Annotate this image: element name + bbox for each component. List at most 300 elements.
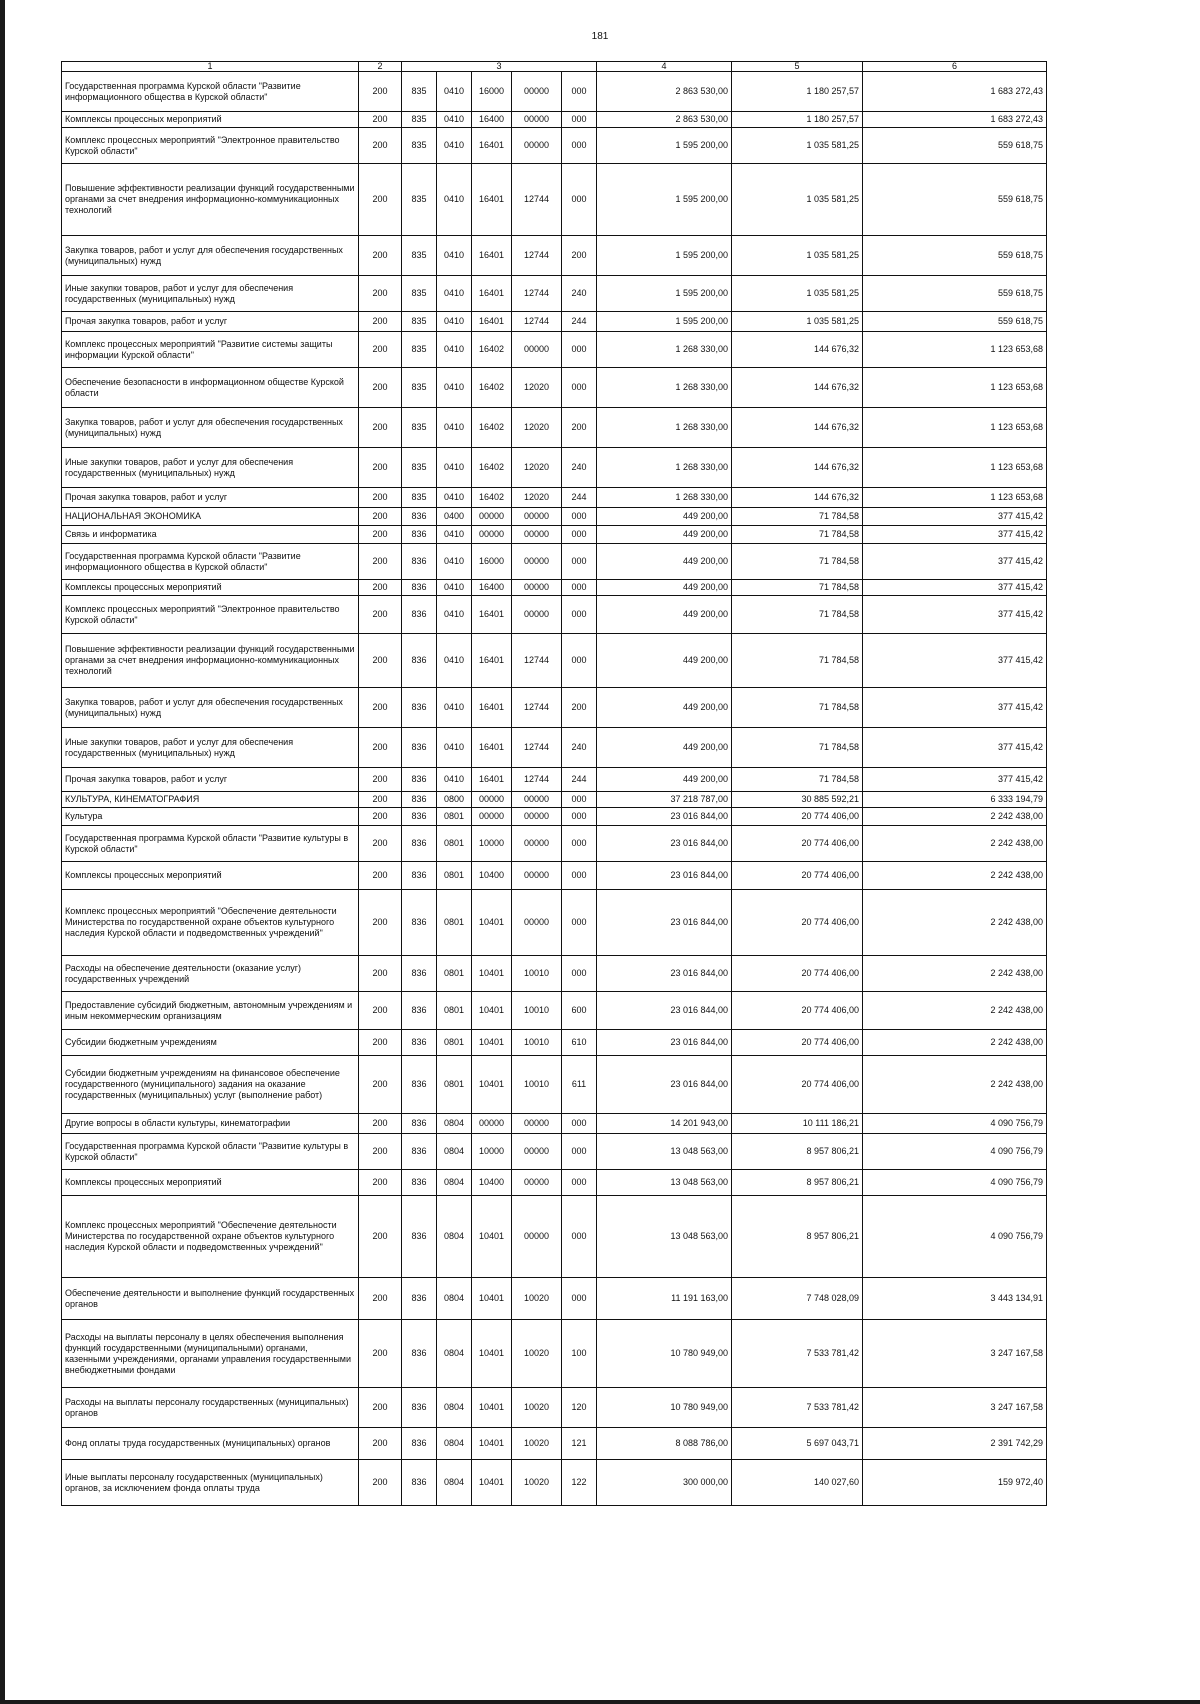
code-2-cell: 200 <box>359 956 402 992</box>
amount-col-6-cell: 2 242 438,00 <box>863 808 1047 826</box>
expense-type-cell: 000 <box>562 862 597 890</box>
amount-col-6-cell: 159 972,40 <box>863 1460 1047 1506</box>
amount-col-4-cell: 449 200,00 <box>597 526 732 544</box>
gov-code-cell: 836 <box>402 508 437 526</box>
amount-col-4-cell: 1 268 330,00 <box>597 448 732 488</box>
section-code-cell: 0410 <box>437 768 472 792</box>
page-number: 181 <box>591 31 609 42</box>
amount-col-4-cell: 13 048 563,00 <box>597 1134 732 1170</box>
amount-col-6-cell: 4 090 756,79 <box>863 1114 1047 1134</box>
gov-code-cell: 836 <box>402 862 437 890</box>
direction-code-cell: 00000 <box>512 1170 562 1196</box>
code-2-cell: 200 <box>359 544 402 580</box>
section-code-cell: 0804 <box>437 1134 472 1170</box>
direction-code-cell: 00000 <box>512 826 562 862</box>
amount-col-5-cell: 5 697 043,71 <box>732 1428 863 1460</box>
amount-col-5-cell: 20 774 406,00 <box>732 862 863 890</box>
description-cell: Прочая закупка товаров, работ и услуг <box>62 768 359 792</box>
table-row <box>62 488 1047 508</box>
expense-type-cell: 000 <box>562 596 597 634</box>
expense-type-cell: 121 <box>562 1428 597 1460</box>
program-code-cell: 10401 <box>472 1428 512 1460</box>
code-2-cell: 200 <box>359 992 402 1030</box>
gov-code-cell: 836 <box>402 1056 437 1114</box>
amount-col-4-cell: 449 200,00 <box>597 508 732 526</box>
description-cell: Иные закупки товаров, работ и услуг для обеспечения государственных (муниципальных) нужд <box>62 728 359 768</box>
direction-code-cell: 10020 <box>512 1278 562 1320</box>
expense-type-cell: 200 <box>562 408 597 448</box>
section-code-cell: 0410 <box>437 526 472 544</box>
program-code-cell: 16402 <box>472 488 512 508</box>
amount-col-5-cell: 1 035 581,25 <box>732 128 863 164</box>
table-row <box>62 1278 1047 1320</box>
program-code-cell: 16401 <box>472 596 512 634</box>
code-2-cell: 200 <box>359 1030 402 1056</box>
amount-col-5-cell: 1 180 257,57 <box>732 72 863 112</box>
amount-col-5-cell: 1 035 581,25 <box>732 276 863 312</box>
table-row <box>62 1320 1047 1388</box>
amount-col-6-cell: 2 391 742,29 <box>863 1428 1047 1460</box>
gov-code-cell: 836 <box>402 1134 437 1170</box>
amount-col-4-cell: 14 201 943,00 <box>597 1114 732 1134</box>
code-2-cell: 200 <box>359 526 402 544</box>
description-cell: Комплексы процессных мероприятий <box>62 862 359 890</box>
description-cell: Расходы на обеспечение деятельности (оказание услуг) государственных учреждений <box>62 956 359 992</box>
header-cell-2: 2 <box>359 62 402 72</box>
expense-type-cell: 000 <box>562 164 597 236</box>
section-code-cell: 0801 <box>437 862 472 890</box>
expense-type-cell: 000 <box>562 1134 597 1170</box>
description-cell: Обеспечение деятельности и выполнение функций государственных органов <box>62 1278 359 1320</box>
direction-code-cell: 10010 <box>512 956 562 992</box>
gov-code-cell: 835 <box>402 236 437 276</box>
section-code-cell: 0804 <box>437 1196 472 1278</box>
amount-col-4-cell: 2 863 530,00 <box>597 112 732 128</box>
expense-type-cell: 000 <box>562 580 597 596</box>
section-code-cell: 0804 <box>437 1388 472 1428</box>
amount-col-4-cell: 449 200,00 <box>597 544 732 580</box>
amount-col-4-cell: 1 595 200,00 <box>597 312 732 332</box>
table-row <box>62 128 1047 164</box>
program-code-cell: 10401 <box>472 1030 512 1056</box>
table-row <box>62 1388 1047 1428</box>
amount-col-5-cell: 71 784,58 <box>732 768 863 792</box>
table-row <box>62 368 1047 408</box>
amount-col-5-cell: 10 111 186,21 <box>732 1114 863 1134</box>
program-code-cell: 10401 <box>472 956 512 992</box>
table-row <box>62 1170 1047 1196</box>
code-2-cell: 200 <box>359 332 402 368</box>
direction-code-cell: 00000 <box>512 580 562 596</box>
description-cell: Иные выплаты персоналу государственных (муниципальных) органов, за исключением фонда оплаты труда <box>62 1460 359 1506</box>
program-code-cell: 16401 <box>472 728 512 768</box>
amount-col-5-cell: 20 774 406,00 <box>732 992 863 1030</box>
amount-col-5-cell: 8 957 806,21 <box>732 1196 863 1278</box>
description-cell: Обеспечение безопасности в информационном обществе Курской области <box>62 368 359 408</box>
table-row <box>62 808 1047 826</box>
section-code-cell: 0410 <box>437 72 472 112</box>
section-code-cell: 0804 <box>437 1114 472 1134</box>
amount-col-5-cell: 7 533 781,42 <box>732 1320 863 1388</box>
amount-col-4-cell: 23 016 844,00 <box>597 862 732 890</box>
table-row <box>62 1030 1047 1056</box>
expense-type-cell: 000 <box>562 890 597 956</box>
code-2-cell: 200 <box>359 276 402 312</box>
direction-code-cell: 12020 <box>512 408 562 448</box>
expense-type-cell: 000 <box>562 128 597 164</box>
amount-col-4-cell: 23 016 844,00 <box>597 956 732 992</box>
amount-col-5-cell: 71 784,58 <box>732 526 863 544</box>
amount-col-4-cell: 2 863 530,00 <box>597 72 732 112</box>
table-row <box>62 580 1047 596</box>
table-row <box>62 688 1047 728</box>
code-2-cell: 200 <box>359 1460 402 1506</box>
amount-col-4-cell: 1 268 330,00 <box>597 332 732 368</box>
section-code-cell: 0801 <box>437 992 472 1030</box>
description-cell: Расходы на выплаты персоналу государственных (муниципальных) органов <box>62 1388 359 1428</box>
description-cell: Иные закупки товаров, работ и услуг для обеспечения государственных (муниципальных) нужд <box>62 448 359 488</box>
section-code-cell: 0410 <box>437 276 472 312</box>
code-2-cell: 200 <box>359 1320 402 1388</box>
expense-type-cell: 244 <box>562 488 597 508</box>
code-2-cell: 200 <box>359 1170 402 1196</box>
gov-code-cell: 836 <box>402 1320 437 1388</box>
amount-col-6-cell: 1 683 272,43 <box>863 112 1047 128</box>
table-row <box>62 596 1047 634</box>
section-code-cell: 0804 <box>437 1428 472 1460</box>
table-row <box>62 890 1047 956</box>
direction-code-cell: 12744 <box>512 768 562 792</box>
amount-col-6-cell: 3 443 134,91 <box>863 1278 1047 1320</box>
code-2-cell: 200 <box>359 236 402 276</box>
expense-type-cell: 611 <box>562 1056 597 1114</box>
amount-col-4-cell: 11 191 163,00 <box>597 1278 732 1320</box>
code-2-cell: 200 <box>359 1278 402 1320</box>
amount-col-6-cell: 377 415,42 <box>863 728 1047 768</box>
table-row <box>62 728 1047 768</box>
expense-type-cell: 244 <box>562 312 597 332</box>
amount-col-4-cell: 13 048 563,00 <box>597 1196 732 1278</box>
section-code-cell: 0410 <box>437 488 472 508</box>
section-code-cell: 0410 <box>437 634 472 688</box>
section-code-cell: 0410 <box>437 112 472 128</box>
gov-code-cell: 836 <box>402 1460 437 1506</box>
program-code-cell: 16401 <box>472 276 512 312</box>
direction-code-cell: 00000 <box>512 792 562 808</box>
program-code-cell: 16401 <box>472 768 512 792</box>
code-2-cell: 200 <box>359 112 402 128</box>
program-code-cell: 00000 <box>472 1114 512 1134</box>
direction-code-cell: 12020 <box>512 368 562 408</box>
table-row <box>62 236 1047 276</box>
expense-type-cell: 600 <box>562 992 597 1030</box>
program-code-cell: 00000 <box>472 808 512 826</box>
header-cell-6: 6 <box>863 62 1047 72</box>
amount-col-5-cell: 20 774 406,00 <box>732 826 863 862</box>
direction-code-cell: 00000 <box>512 862 562 890</box>
description-cell: Субсидии бюджетным учреждениям <box>62 1030 359 1056</box>
expense-type-cell: 240 <box>562 448 597 488</box>
amount-col-4-cell: 1 268 330,00 <box>597 408 732 448</box>
gov-code-cell: 835 <box>402 368 437 408</box>
direction-code-cell: 10010 <box>512 1056 562 1114</box>
direction-code-cell: 00000 <box>512 596 562 634</box>
direction-code-cell: 10020 <box>512 1460 562 1506</box>
program-code-cell: 00000 <box>472 792 512 808</box>
program-code-cell: 16401 <box>472 236 512 276</box>
program-code-cell: 10401 <box>472 1388 512 1428</box>
gov-code-cell: 836 <box>402 792 437 808</box>
header-cell-3: 3 <box>402 62 597 72</box>
code-2-cell: 200 <box>359 508 402 526</box>
expense-type-cell: 000 <box>562 808 597 826</box>
amount-col-6-cell: 559 618,75 <box>863 164 1047 236</box>
table-row <box>62 72 1047 112</box>
table-row <box>62 508 1047 526</box>
section-code-cell: 0410 <box>437 408 472 448</box>
description-cell: Субсидии бюджетным учреждениям на финансовое обеспечение государственного (муниципального) задания на оказание государственных (муниципальных) услуг (выполнение работ) <box>62 1056 359 1114</box>
amount-col-6-cell: 2 242 438,00 <box>863 956 1047 992</box>
amount-col-4-cell: 10 780 949,00 <box>597 1388 732 1428</box>
table-row <box>62 792 1047 808</box>
gov-code-cell: 835 <box>402 164 437 236</box>
section-code-cell: 0400 <box>437 508 472 526</box>
amount-col-4-cell: 300 000,00 <box>597 1460 732 1506</box>
amount-col-6-cell: 559 618,75 <box>863 276 1047 312</box>
amount-col-6-cell: 377 415,42 <box>863 544 1047 580</box>
gov-code-cell: 836 <box>402 992 437 1030</box>
description-cell: Комплекс процессных мероприятий "Обеспечение деятельности Министерства по государственной охране объектов культурного наследия Курской области и подведомственных учреждений" <box>62 1196 359 1278</box>
amount-col-6-cell: 2 242 438,00 <box>863 1056 1047 1114</box>
description-cell: Комплекс процессных мероприятий "Электронное правительство Курской области" <box>62 128 359 164</box>
description-cell: Государственная программа Курской области "Развитие информационного общества в Курской области" <box>62 544 359 580</box>
direction-code-cell: 00000 <box>512 808 562 826</box>
table-row <box>62 768 1047 792</box>
expense-type-cell: 244 <box>562 768 597 792</box>
table-row <box>62 312 1047 332</box>
description-cell: Комплекс процессных мероприятий "Развитие системы защиты информации Курской области" <box>62 332 359 368</box>
amount-col-5-cell: 144 676,32 <box>732 408 863 448</box>
gov-code-cell: 835 <box>402 332 437 368</box>
expense-type-cell: 000 <box>562 1114 597 1134</box>
description-cell: Фонд оплаты труда государственных (муниципальных) органов <box>62 1428 359 1460</box>
table-row <box>62 1196 1047 1278</box>
section-code-cell: 0410 <box>437 128 472 164</box>
amount-col-4-cell: 1 268 330,00 <box>597 368 732 408</box>
program-code-cell: 16401 <box>472 312 512 332</box>
description-cell: Комплекс процессных мероприятий "Обеспечение деятельности Министерства по государственной охране объектов культурного наследия Курской области и подведомственных учреждений" <box>62 890 359 956</box>
amount-col-5-cell: 8 957 806,21 <box>732 1170 863 1196</box>
direction-code-cell: 12744 <box>512 312 562 332</box>
section-code-cell: 0801 <box>437 890 472 956</box>
section-code-cell: 0410 <box>437 368 472 408</box>
table-row <box>62 276 1047 312</box>
program-code-cell: 16401 <box>472 688 512 728</box>
expense-type-cell: 000 <box>562 368 597 408</box>
table-row <box>62 826 1047 862</box>
table-row <box>62 862 1047 890</box>
amount-col-4-cell: 1 595 200,00 <box>597 236 732 276</box>
gov-code-cell: 836 <box>402 808 437 826</box>
direction-code-cell: 10010 <box>512 1030 562 1056</box>
description-cell: Государственная программа Курской области "Развитие культуры в Курской области" <box>62 826 359 862</box>
table-row <box>62 544 1047 580</box>
amount-col-4-cell: 449 200,00 <box>597 596 732 634</box>
amount-col-6-cell: 377 415,42 <box>863 688 1047 728</box>
program-code-cell: 16000 <box>472 72 512 112</box>
description-cell: Комплекс процессных мероприятий "Электронное правительство Курской области" <box>62 596 359 634</box>
direction-code-cell: 10010 <box>512 992 562 1030</box>
amount-col-4-cell: 449 200,00 <box>597 634 732 688</box>
amount-col-6-cell: 2 242 438,00 <box>863 992 1047 1030</box>
table-row <box>62 408 1047 448</box>
program-code-cell: 00000 <box>472 526 512 544</box>
gov-code-cell: 835 <box>402 72 437 112</box>
section-code-cell: 0410 <box>437 332 472 368</box>
direction-code-cell: 00000 <box>512 128 562 164</box>
section-code-cell: 0410 <box>437 448 472 488</box>
table-row <box>62 332 1047 368</box>
scan-edge-bottom <box>0 1700 1200 1704</box>
amount-col-6-cell: 559 618,75 <box>863 312 1047 332</box>
code-2-cell: 200 <box>359 164 402 236</box>
description-cell: Закупка товаров, работ и услуг для обеспечения государственных (муниципальных) нужд <box>62 408 359 448</box>
table-header-row <box>62 62 1047 72</box>
section-code-cell: 0800 <box>437 792 472 808</box>
code-2-cell: 200 <box>359 72 402 112</box>
section-code-cell: 0801 <box>437 956 472 992</box>
direction-code-cell: 12744 <box>512 634 562 688</box>
amount-col-6-cell: 377 415,42 <box>863 580 1047 596</box>
section-code-cell: 0801 <box>437 808 472 826</box>
amount-col-4-cell: 1 595 200,00 <box>597 276 732 312</box>
code-2-cell: 200 <box>359 792 402 808</box>
description-cell: Прочая закупка товаров, работ и услуг <box>62 312 359 332</box>
header-cell-4: 4 <box>597 62 732 72</box>
program-code-cell: 00000 <box>472 508 512 526</box>
gov-code-cell: 836 <box>402 596 437 634</box>
description-cell: Культура <box>62 808 359 826</box>
description-cell: Государственная программа Курской области "Развитие культуры в Курской области" <box>62 1134 359 1170</box>
amount-col-4-cell: 23 016 844,00 <box>597 890 732 956</box>
amount-col-4-cell: 23 016 844,00 <box>597 826 732 862</box>
program-code-cell: 10401 <box>472 1460 512 1506</box>
table-row <box>62 956 1047 992</box>
budget-table <box>61 61 1047 1506</box>
gov-code-cell: 836 <box>402 1388 437 1428</box>
expense-type-cell: 240 <box>562 728 597 768</box>
direction-code-cell: 00000 <box>512 1114 562 1134</box>
amount-col-5-cell: 71 784,58 <box>732 634 863 688</box>
direction-code-cell: 10020 <box>512 1388 562 1428</box>
program-code-cell: 10400 <box>472 1170 512 1196</box>
table-row <box>62 526 1047 544</box>
gov-code-cell: 835 <box>402 312 437 332</box>
gov-code-cell: 836 <box>402 1428 437 1460</box>
amount-col-4-cell: 449 200,00 <box>597 580 732 596</box>
code-2-cell: 200 <box>359 808 402 826</box>
direction-code-cell: 10020 <box>512 1428 562 1460</box>
amount-col-5-cell: 71 784,58 <box>732 688 863 728</box>
amount-col-5-cell: 20 774 406,00 <box>732 1056 863 1114</box>
direction-code-cell: 10020 <box>512 1320 562 1388</box>
amount-col-6-cell: 1 123 653,68 <box>863 448 1047 488</box>
code-2-cell: 200 <box>359 580 402 596</box>
expense-type-cell: 000 <box>562 826 597 862</box>
program-code-cell: 10000 <box>472 826 512 862</box>
table-row <box>62 448 1047 488</box>
amount-col-5-cell: 7 533 781,42 <box>732 1388 863 1428</box>
description-cell: Прочая закупка товаров, работ и услуг <box>62 488 359 508</box>
description-cell: Предоставление субсидий бюджетным, автономным учреждениям и иным некоммерческим организациям <box>62 992 359 1030</box>
program-code-cell: 10401 <box>472 1056 512 1114</box>
program-code-cell: 16402 <box>472 368 512 408</box>
expense-type-cell: 000 <box>562 956 597 992</box>
code-2-cell: 200 <box>359 728 402 768</box>
amount-col-5-cell: 71 784,58 <box>732 580 863 596</box>
section-code-cell: 0410 <box>437 688 472 728</box>
gov-code-cell: 836 <box>402 890 437 956</box>
amount-col-6-cell: 1 123 653,68 <box>863 332 1047 368</box>
expense-type-cell: 000 <box>562 72 597 112</box>
gov-code-cell: 836 <box>402 826 437 862</box>
amount-col-6-cell: 6 333 194,79 <box>863 792 1047 808</box>
code-2-cell: 200 <box>359 768 402 792</box>
description-cell: Закупка товаров, работ и услуг для обеспечения государственных (муниципальных) нужд <box>62 236 359 276</box>
amount-col-6-cell: 377 415,42 <box>863 508 1047 526</box>
code-2-cell: 200 <box>359 1134 402 1170</box>
program-code-cell: 10400 <box>472 862 512 890</box>
amount-col-5-cell: 20 774 406,00 <box>732 808 863 826</box>
description-cell: Иные закупки товаров, работ и услуг для обеспечения государственных (муниципальных) нужд <box>62 276 359 312</box>
expense-type-cell: 000 <box>562 508 597 526</box>
code-2-cell: 200 <box>359 890 402 956</box>
expense-type-cell: 100 <box>562 1320 597 1388</box>
amount-col-6-cell: 2 242 438,00 <box>863 1030 1047 1056</box>
expense-type-cell: 000 <box>562 1170 597 1196</box>
gov-code-cell: 836 <box>402 526 437 544</box>
code-2-cell: 200 <box>359 826 402 862</box>
program-code-cell: 16401 <box>472 164 512 236</box>
gov-code-cell: 835 <box>402 408 437 448</box>
gov-code-cell: 836 <box>402 1030 437 1056</box>
section-code-cell: 0804 <box>437 1460 472 1506</box>
expense-type-cell: 610 <box>562 1030 597 1056</box>
amount-col-4-cell: 1 595 200,00 <box>597 128 732 164</box>
direction-code-cell: 00000 <box>512 544 562 580</box>
code-2-cell: 200 <box>359 408 402 448</box>
gov-code-cell: 836 <box>402 1278 437 1320</box>
amount-col-5-cell: 144 676,32 <box>732 488 863 508</box>
section-code-cell: 0410 <box>437 164 472 236</box>
amount-col-5-cell: 20 774 406,00 <box>732 890 863 956</box>
code-2-cell: 200 <box>359 448 402 488</box>
direction-code-cell: 00000 <box>512 508 562 526</box>
section-code-cell: 0410 <box>437 312 472 332</box>
amount-col-4-cell: 449 200,00 <box>597 768 732 792</box>
amount-col-5-cell: 1 180 257,57 <box>732 112 863 128</box>
section-code-cell: 0801 <box>437 1056 472 1114</box>
description-cell: Другие вопросы в области культуры, кинематографии <box>62 1114 359 1134</box>
expense-type-cell: 000 <box>562 332 597 368</box>
program-code-cell: 16400 <box>472 112 512 128</box>
program-code-cell: 16401 <box>472 634 512 688</box>
amount-col-6-cell: 2 242 438,00 <box>863 862 1047 890</box>
description-cell: Закупка товаров, работ и услуг для обеспечения государственных (муниципальных) нужд <box>62 688 359 728</box>
amount-col-4-cell: 23 016 844,00 <box>597 1030 732 1056</box>
amount-col-4-cell: 449 200,00 <box>597 688 732 728</box>
amount-col-5-cell: 8 957 806,21 <box>732 1134 863 1170</box>
